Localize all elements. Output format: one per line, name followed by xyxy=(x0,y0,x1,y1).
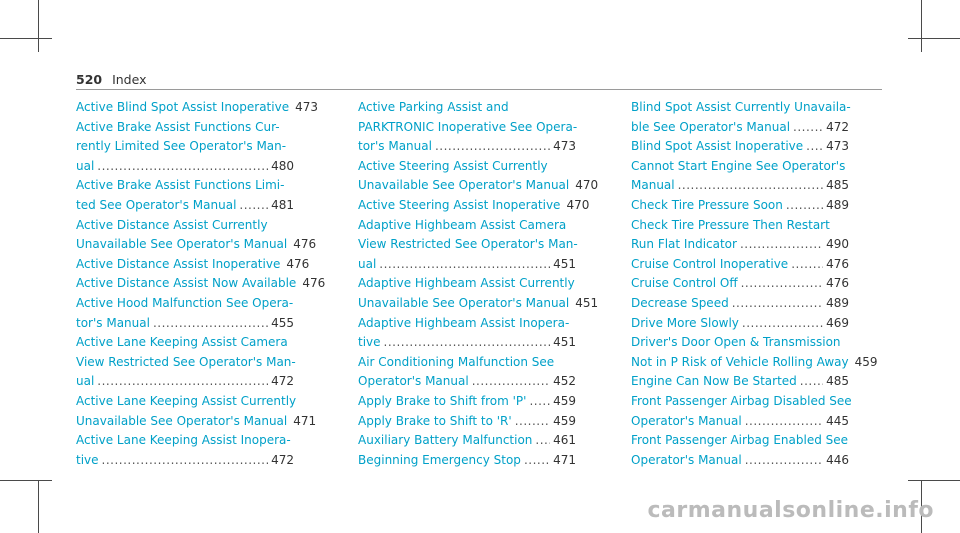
index-entry-text: Operator's Manual xyxy=(631,413,742,428)
index-page-ref[interactable]: 476 xyxy=(302,276,326,291)
crop-mark xyxy=(0,480,52,481)
index-entry-text: ual xyxy=(76,374,95,389)
index-entry-line xyxy=(76,294,294,314)
index-entry-text: Check Tire Pressure Soon xyxy=(631,197,783,212)
index-column-2 xyxy=(358,98,599,470)
index-entry[interactable] xyxy=(358,451,576,471)
index-entry-text: tor's Manual xyxy=(358,139,432,154)
index-entry[interactable] xyxy=(358,274,599,313)
index-entry-line xyxy=(76,333,294,353)
index-entry-text: PARKTRONIC Inoperative See Opera- xyxy=(358,119,578,134)
index-entry-line xyxy=(76,353,294,373)
index-entry[interactable] xyxy=(76,98,318,118)
index-entry-line xyxy=(631,431,849,451)
crop-mark xyxy=(908,480,960,481)
index-entry-text: Beginning Emergency Stop xyxy=(358,452,521,467)
index-entry[interactable] xyxy=(631,274,849,294)
index-page-ref[interactable]: 476 xyxy=(826,276,849,291)
index-entry-line xyxy=(631,314,849,334)
index-entry-line xyxy=(76,98,318,118)
index-page-ref[interactable]: 472 xyxy=(271,374,294,389)
index-entry-line xyxy=(631,137,849,157)
index-entry[interactable] xyxy=(76,294,294,333)
index-entry-text: Drive More Slowly xyxy=(631,315,739,330)
index-entry[interactable] xyxy=(76,392,317,431)
index-entry-text: Engine Can Now Be Started xyxy=(631,374,797,389)
index-entry-line xyxy=(631,176,849,196)
index-entry-line xyxy=(631,412,849,432)
index-page-ref[interactable]: 470 xyxy=(575,178,599,193)
leader-dots xyxy=(97,372,268,392)
index-entry-line xyxy=(631,372,849,392)
index-entry[interactable] xyxy=(358,157,599,196)
index-entry-line xyxy=(631,157,849,177)
index-entry-text: Air Conditioning Malfunction See xyxy=(358,354,555,369)
page-number: 520 xyxy=(76,72,103,87)
index-page-ref[interactable]: 461 xyxy=(553,433,576,448)
index-entry-line xyxy=(76,196,294,216)
index-entry-line xyxy=(358,176,599,196)
index-entry[interactable] xyxy=(631,157,849,196)
index-entry[interactable] xyxy=(631,314,849,334)
index-entry-line xyxy=(76,314,294,334)
index-entry[interactable] xyxy=(631,294,849,314)
header-rule xyxy=(76,89,882,90)
leader-dots xyxy=(529,392,550,412)
index-entry-line xyxy=(631,294,849,314)
index-page-ref[interactable]: 451 xyxy=(553,256,576,271)
index-page-ref[interactable]: 480 xyxy=(271,158,294,173)
index-entry-text: Blind Spot Assist Currently Unavaila- xyxy=(631,100,851,114)
index-entry-text: rently Limited See Operator's Man- xyxy=(76,139,287,154)
index-page-ref[interactable]: 459 xyxy=(553,393,576,408)
index-page-ref[interactable]: 473 xyxy=(553,139,576,154)
index-entry-line xyxy=(358,333,576,353)
index-entry-line xyxy=(631,274,849,294)
index-page-ref[interactable]: 471 xyxy=(553,452,576,467)
index-entry-text: Apply Brake to Shift to 'R' xyxy=(358,413,512,428)
crop-mark xyxy=(908,38,960,39)
index-entry-line xyxy=(76,216,294,236)
index-column-3 xyxy=(631,98,878,470)
index-entry-text: Decrease Speed xyxy=(631,295,729,310)
index-entry[interactable] xyxy=(76,333,294,392)
index-entry-line xyxy=(358,353,576,373)
index-entry-text: Driver's Door Open & Transmission xyxy=(631,335,841,350)
index-entry-text: Unavailable See Operator's Manual xyxy=(76,413,288,428)
index-page-ref[interactable]: 473 xyxy=(295,100,318,114)
index-entry[interactable] xyxy=(358,314,576,353)
index-entry[interactable] xyxy=(76,216,317,255)
index-entry-line xyxy=(76,255,310,275)
leader-dots xyxy=(379,255,550,275)
index-entry[interactable] xyxy=(358,392,576,412)
index-entry[interactable] xyxy=(76,274,326,294)
index-entry-text: Adaptive Highbeam Assist Camera xyxy=(358,217,567,232)
index-page-ref[interactable]: 451 xyxy=(553,335,576,350)
index-entry-text: ble See Operator's Manual xyxy=(631,119,791,134)
index-page-ref[interactable]: 472 xyxy=(271,452,294,467)
leader-dots xyxy=(435,137,550,157)
leader-dots xyxy=(786,196,823,216)
index-entry-text: Active Brake Assist Functions Cur- xyxy=(76,119,280,134)
index-entry-text: Cannot Start Engine See Operator's xyxy=(631,158,846,173)
index-page-ref[interactable]: 459 xyxy=(553,413,576,428)
index-page-ref[interactable]: 476 xyxy=(293,237,317,252)
index-entry-text: Active Lane Keeping Assist Currently xyxy=(76,393,297,408)
index-entry-text: Apply Brake to Shift from 'P' xyxy=(358,393,527,408)
index-entry-line xyxy=(631,353,878,373)
index-entry-line xyxy=(631,333,849,353)
index-entry-text: Active Lane Keeping Assist Camera xyxy=(76,335,288,350)
index-entry-line xyxy=(631,451,849,471)
index-page-ref[interactable]: 476 xyxy=(826,256,849,271)
index-entry-line xyxy=(76,176,294,196)
index-page-ref[interactable]: 476 xyxy=(286,256,310,271)
index-entry-line xyxy=(631,216,849,236)
leader-dots xyxy=(800,372,823,392)
index-entry-line xyxy=(631,196,849,216)
index-entry-line xyxy=(76,431,294,451)
leader-dots xyxy=(793,118,823,138)
index-entry-text: Run Flat Indicator xyxy=(631,237,737,252)
index-entry-line xyxy=(358,431,576,451)
watermark: carmanualsonline.info xyxy=(647,498,934,523)
index-column-1 xyxy=(76,98,326,470)
index-page-ref[interactable]: 469 xyxy=(826,315,849,330)
index-page-ref[interactable]: 489 xyxy=(826,197,849,212)
index-entry-line xyxy=(358,412,576,432)
index-page-ref[interactable]: 473 xyxy=(826,139,849,154)
index-entry-text: Adaptive Highbeam Assist Inopera- xyxy=(358,315,570,330)
leader-dots xyxy=(239,196,268,216)
leader-dots xyxy=(472,372,550,392)
index-entry[interactable] xyxy=(631,137,849,157)
leader-dots xyxy=(742,314,823,334)
index-page-ref[interactable]: 485 xyxy=(826,178,849,193)
index-entry-line xyxy=(631,392,852,412)
index-page-ref[interactable]: 490 xyxy=(826,237,849,252)
index-entry-text: Not in P Risk of Vehicle Rolling Away xyxy=(631,354,849,369)
index-entry-text: ual xyxy=(76,158,95,173)
index-entry-text: tive xyxy=(358,335,381,350)
index-entry[interactable] xyxy=(631,333,878,372)
index-entry-line xyxy=(631,235,849,255)
crop-mark xyxy=(38,0,39,52)
index-entry[interactable] xyxy=(358,196,590,216)
index-entry-text: Cruise Control Off xyxy=(631,276,738,291)
index-entry-text: Manual xyxy=(631,178,675,193)
index-entry[interactable] xyxy=(358,412,576,432)
index-entry[interactable] xyxy=(631,255,849,275)
index-page-ref[interactable]: 455 xyxy=(271,315,294,330)
index-entry[interactable] xyxy=(631,431,849,470)
index-entry-text: Unavailable See Operator's Manual xyxy=(76,237,288,252)
index-entry[interactable] xyxy=(76,118,294,177)
index-entry-line xyxy=(76,137,294,157)
leader-dots xyxy=(97,157,268,177)
index-entry-text: Active Brake Assist Functions Limi- xyxy=(76,178,285,193)
leader-dots xyxy=(384,333,551,353)
index-entry-line xyxy=(631,255,849,275)
index-entry-line xyxy=(358,372,576,392)
leader-dots xyxy=(741,274,823,294)
index-entry-text: tive xyxy=(76,452,99,467)
leader-dots xyxy=(745,451,823,471)
index-page-ref[interactable]: 446 xyxy=(826,452,849,467)
index-entry[interactable] xyxy=(76,255,310,275)
index-page-ref[interactable]: 485 xyxy=(826,374,849,389)
index-entry-line xyxy=(358,196,590,216)
index-entry-text: Front Passenger Airbag Enabled See xyxy=(631,433,849,448)
index-entry-line xyxy=(76,274,326,294)
index-entry-line xyxy=(358,98,576,118)
leader-dots xyxy=(515,412,550,432)
index-entry-line xyxy=(76,235,317,255)
page-title: Index xyxy=(112,72,147,87)
index-entry-text: Active Distance Assist Inoperative xyxy=(76,256,281,271)
index-entry-text: Active Steering Assist Currently xyxy=(358,158,548,173)
index-entry-line xyxy=(76,372,294,392)
index-entry-text: Active Distance Assist Currently xyxy=(76,217,268,232)
crop-mark xyxy=(38,480,39,533)
index-entry-line xyxy=(358,157,576,177)
leader-dots xyxy=(535,431,550,451)
index-entry-text: ted See Operator's Manual xyxy=(76,197,237,212)
index-entry[interactable] xyxy=(358,98,576,157)
index-entry-text: Check Tire Pressure Then Restart xyxy=(631,217,830,232)
leader-dots xyxy=(732,294,823,314)
index-entry[interactable] xyxy=(358,353,576,392)
index-page-ref[interactable]: 451 xyxy=(575,295,599,310)
index-entry-line xyxy=(76,118,294,138)
index-entry-line xyxy=(358,216,576,236)
index-page-ref[interactable]: 452 xyxy=(553,374,576,389)
index-entry-text: Active Parking Assist and xyxy=(358,100,509,114)
index-entry-text: Cruise Control Inoperative xyxy=(631,256,789,271)
index-entry-line xyxy=(631,118,849,138)
leader-dots xyxy=(678,176,823,196)
index-entry-line xyxy=(358,314,576,334)
index-entry-text: Active Blind Spot Assist Inoperative xyxy=(76,100,290,114)
index-page-ref[interactable]: 489 xyxy=(826,295,849,310)
index-entry-text: View Restricted See Operator's Man- xyxy=(358,237,578,252)
index-entry[interactable] xyxy=(631,216,849,255)
index-entry-text: Auxiliary Battery Malfunction xyxy=(358,433,533,448)
index-entry[interactable] xyxy=(631,392,852,431)
index-entry-line xyxy=(358,255,576,275)
index-entry-text: Unavailable See Operator's Manual xyxy=(358,295,570,310)
leader-dots xyxy=(102,451,269,471)
index-entry[interactable] xyxy=(358,216,576,275)
index-entry-text: Active Hood Malfunction See Opera- xyxy=(76,295,294,310)
index-entry-line xyxy=(76,451,294,471)
leader-dots xyxy=(791,255,823,275)
index-entry-text: Active Steering Assist Inoperative xyxy=(358,197,561,212)
index-entry-text: Front Passenger Airbag Disabled See xyxy=(631,393,852,408)
index-entry-line xyxy=(358,274,576,294)
index-entry-text: Unavailable See Operator's Manual xyxy=(358,178,570,193)
index-entry-text: Active Lane Keeping Assist Inopera- xyxy=(76,433,291,448)
index-entry[interactable] xyxy=(631,98,849,137)
index-entry-line xyxy=(76,157,294,177)
index-entry-text: Adaptive Highbeam Assist Currently xyxy=(358,276,575,291)
index-page-ref[interactable]: 472 xyxy=(826,119,849,134)
index-entry-text: ual xyxy=(358,256,377,271)
index-entry[interactable] xyxy=(76,431,294,470)
index-entry-line xyxy=(358,392,576,412)
crop-mark xyxy=(0,38,52,39)
leader-dots xyxy=(806,137,823,157)
index-page-ref[interactable]: 471 xyxy=(293,413,317,428)
page-header xyxy=(76,72,147,87)
leader-dots xyxy=(745,412,823,432)
index-entry-text: Operator's Manual xyxy=(358,374,469,389)
index-entry-line xyxy=(358,294,599,314)
index-entry-text: Blind Spot Assist Inoperative xyxy=(631,139,804,154)
index-entry[interactable] xyxy=(631,196,849,216)
index-entry[interactable] xyxy=(631,372,849,392)
index-entry-line xyxy=(358,235,576,255)
leader-dots xyxy=(153,314,268,334)
index-page-ref[interactable]: 445 xyxy=(826,413,849,428)
index-entry-line xyxy=(631,98,849,118)
crop-mark xyxy=(921,0,922,52)
index-entry-text: tor's Manual xyxy=(76,315,150,330)
index-entry-line xyxy=(358,451,576,471)
index-page-ref[interactable]: 481 xyxy=(271,197,294,212)
index-entry-line xyxy=(358,137,576,157)
index-entry-line xyxy=(76,412,317,432)
index-entry-line xyxy=(76,392,297,412)
leader-dots xyxy=(740,235,823,255)
index-entry-text: Active Distance Assist Now Available xyxy=(76,276,297,291)
index-entry-text: Operator's Manual xyxy=(631,452,742,467)
index-page-ref[interactable]: 459 xyxy=(854,354,878,369)
index-entry-line xyxy=(358,118,576,138)
index-page-ref[interactable]: 470 xyxy=(566,197,590,212)
leader-dots xyxy=(524,451,550,471)
index-entry-text: View Restricted See Operator's Man- xyxy=(76,354,296,369)
index-entry[interactable] xyxy=(358,431,576,451)
index-entry[interactable] xyxy=(76,176,294,215)
